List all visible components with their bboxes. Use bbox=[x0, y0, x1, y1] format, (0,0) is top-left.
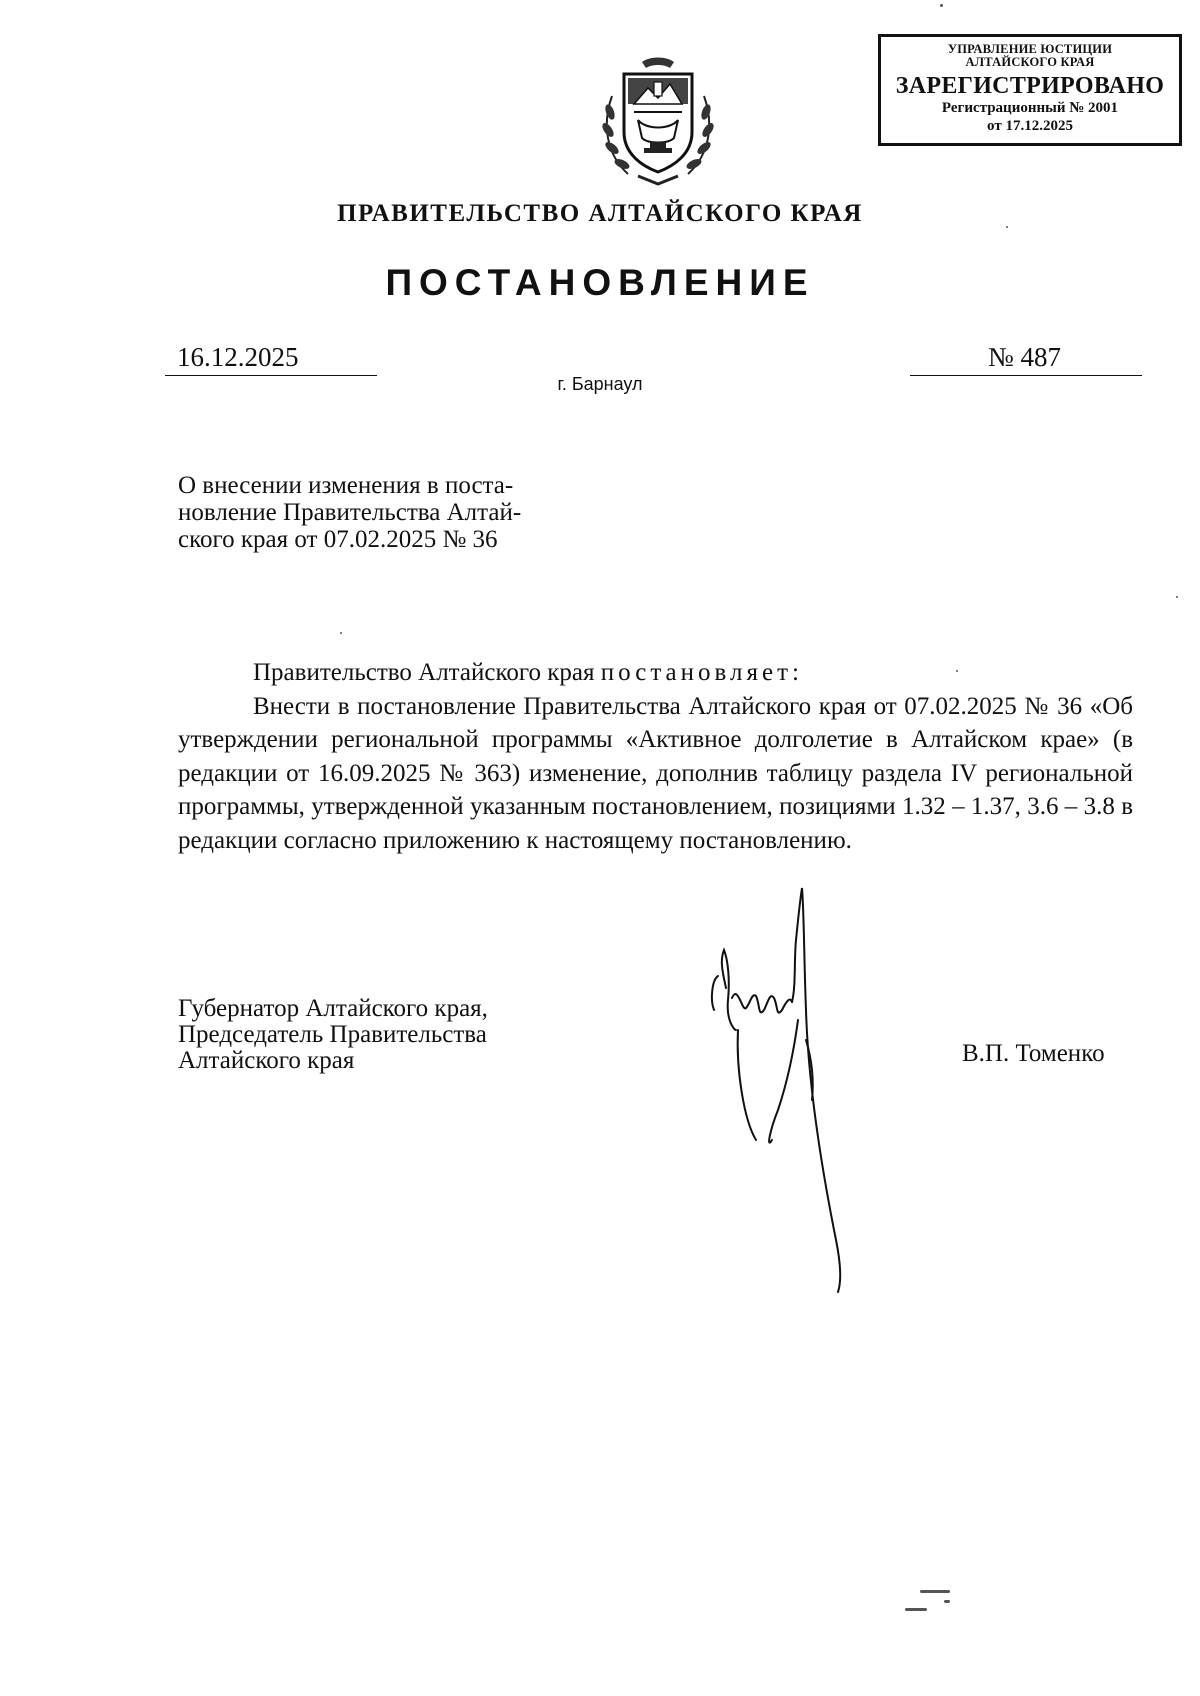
resolution-intro bbox=[178, 656, 1133, 690]
document-body bbox=[178, 656, 1133, 857]
handwritten-signature bbox=[708, 880, 908, 1310]
position-line: Алтайского края bbox=[178, 1047, 355, 1074]
stamp-registration-number: Регистрационный № 2001 bbox=[941, 100, 1119, 116]
registration-stamp bbox=[878, 34, 1182, 146]
document-type: ПОСТАНОВЛЕНИЕ bbox=[385, 262, 815, 303]
position-line: Председатель Правительства bbox=[178, 1021, 487, 1048]
document-number: № 487 bbox=[910, 342, 1142, 376]
scan-speck bbox=[940, 4, 943, 7]
signatory-position bbox=[178, 996, 488, 1074]
subject-line: новление Правительства Алтай- bbox=[178, 499, 522, 526]
signatory-name: В.П. Томенко bbox=[962, 1040, 1105, 1067]
government-name: ПРАВИТЕЛЬСТВО АЛТАЙСКОГО КРАЯ bbox=[337, 200, 863, 227]
document-city: г. Барнаул bbox=[557, 374, 643, 394]
stamp-title: ЗАРЕГИСТРИРОВАНО bbox=[895, 73, 1165, 99]
scan-speck bbox=[340, 632, 342, 634]
resolution-paragraph: Внести в постановление Правительства Алтайского края от 07.02.2025 № 36 «Об утверждении региональной программы «Активное долголетие в Алтайском крае» (в редакции от 16.09.2025 № 363) изменение, дополнив таблицу раздела IV региональной программы, утвержденной указанным постановлением, позициями 1.32 – 1.37, 3.6 – 3.8 в редакции согласно приложению к настоящему постановлению. bbox=[178, 692, 1133, 854]
position-line: Губернатор Алтайского края, bbox=[178, 995, 488, 1022]
scan-speck bbox=[1176, 596, 1178, 598]
scan-speck bbox=[905, 1608, 927, 1611]
scan-speck bbox=[956, 670, 958, 672]
stamp-org-line1: УПРАВЛЕНИЕ ЮСТИЦИИ bbox=[947, 42, 1113, 56]
stamp-organization bbox=[881, 43, 1179, 69]
stamp-org-line2: АЛТАЙСКОГО КРАЯ bbox=[965, 55, 1095, 69]
intro-prefix: Правительство Алтайского края bbox=[253, 659, 601, 686]
scan-speck bbox=[1006, 226, 1008, 228]
document-date: 16.12.2025 bbox=[165, 342, 377, 376]
subject-line: О внесении изменения в поста- bbox=[178, 472, 514, 499]
scan-speck bbox=[944, 1600, 950, 1603]
scan-speck bbox=[920, 1590, 950, 1593]
document-subject bbox=[178, 472, 598, 553]
subject-line: ского края от 07.02.2025 № 36 bbox=[178, 526, 498, 553]
intro-resolves: постановляет: bbox=[600, 659, 803, 686]
coat-of-arms-icon bbox=[598, 54, 718, 188]
stamp-date: от 17.12.2025 bbox=[987, 118, 1073, 134]
